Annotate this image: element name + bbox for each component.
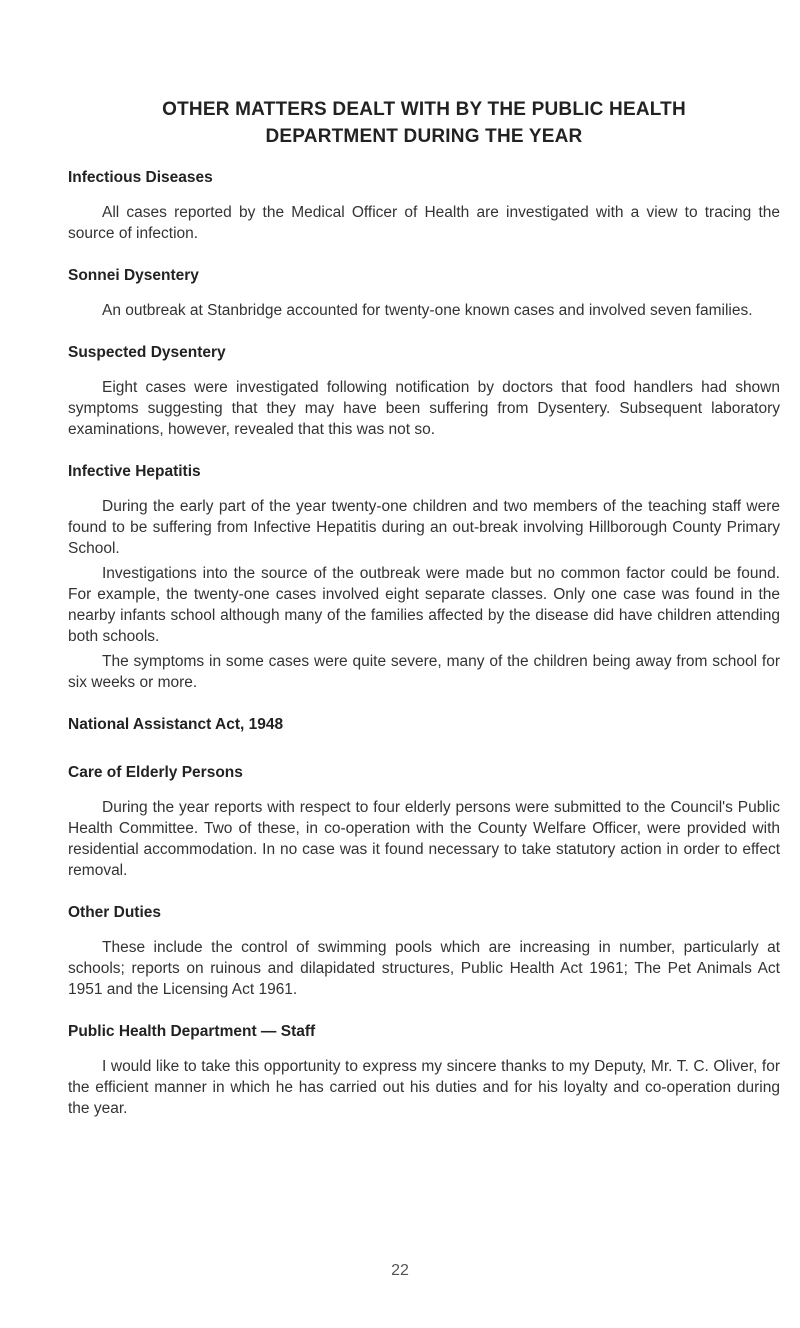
section-department-staff — [68, 1022, 780, 1119]
page-title-line-2: DEPARTMENT DURING THE YEAR — [265, 126, 583, 147]
paragraph: An outbreak at Stanbridge accounted for twenty-one known cases and involved seven families. — [102, 302, 753, 319]
paragraph: During the early part of the year twenty-one children and two members of the teaching staff were found to be suffering from Infective Hepatitis during an out-break involving Hillborough County Primary School. — [68, 498, 780, 557]
document-page — [68, 96, 780, 1119]
section-heading: Infectious Diseases — [68, 169, 213, 186]
paragraph: Investigations into the source of the outbreak were made but no common factor could be found. For example, the twenty-one cases involved eight separate classes. Only one case was found in the nearby infants school although many of the families affected by the disease did have children attending both schools. — [68, 565, 780, 645]
section-heading: Infective Hepatitis — [68, 463, 201, 480]
section-heading: Care of Elderly Persons — [68, 764, 243, 781]
section-sonnei-dysentery — [68, 266, 780, 321]
section-heading: National Assistanct Act, 1948 — [68, 716, 284, 733]
section-heading: Suspected Dysentery — [68, 344, 226, 361]
section-heading: Public Health Department — Staff — [68, 1023, 316, 1040]
page-title-line-1: OTHER MATTERS DEALT WITH BY THE PUBLIC HEALTH — [162, 99, 686, 120]
paragraph: I would like to take this opportunity to express my sincere thanks to my Deputy, Mr. T. C. Oliver, for the efficient manner in which he has carried out his duties and for his loyalty and co-operation during the year. — [68, 1058, 780, 1117]
section-infective-hepatitis — [68, 462, 780, 693]
section-infectious-diseases — [68, 168, 780, 244]
paragraph: All cases reported by the Medical Officer of Health are investigated with a view to tracing the source of infection. — [68, 204, 780, 242]
paragraph: During the year reports with respect to four elderly persons were submitted to the Council's Public Health Committee. Two of these, in co-operation with the County Welfare Officer, were provided with residential accommodation. In no case was it found necessary to take statutory action in order to effect removal. — [68, 799, 780, 879]
section-heading: Other Duties — [68, 904, 162, 921]
paragraph: The symptoms in some cases were quite severe, many of the children being away from school for six weeks or more. — [68, 653, 780, 691]
paragraph: These include the control of swimming pools which are increasing in number, particularly at schools; reports on ruinous and dilapidated structures, Public Health Act 1961; The Pet Animals Act 1951 and the Licensing Act 1961. — [68, 939, 780, 998]
page-title — [68, 96, 780, 150]
section-suspected-dysentery — [68, 343, 780, 440]
section-heading: Sonnei Dysentery — [68, 267, 199, 284]
page-number: 22 — [391, 1262, 409, 1279]
paragraph: Eight cases were investigated following notification by doctors that food handlers had shown symptoms suggesting that they may have been suffering from Dysentery. Subsequent laboratory examinations, however, revealed that this was not so. — [68, 379, 780, 438]
section-care-of-elderly — [68, 763, 780, 881]
section-other-duties — [68, 903, 780, 1000]
section-national-assistance-act — [68, 715, 780, 735]
